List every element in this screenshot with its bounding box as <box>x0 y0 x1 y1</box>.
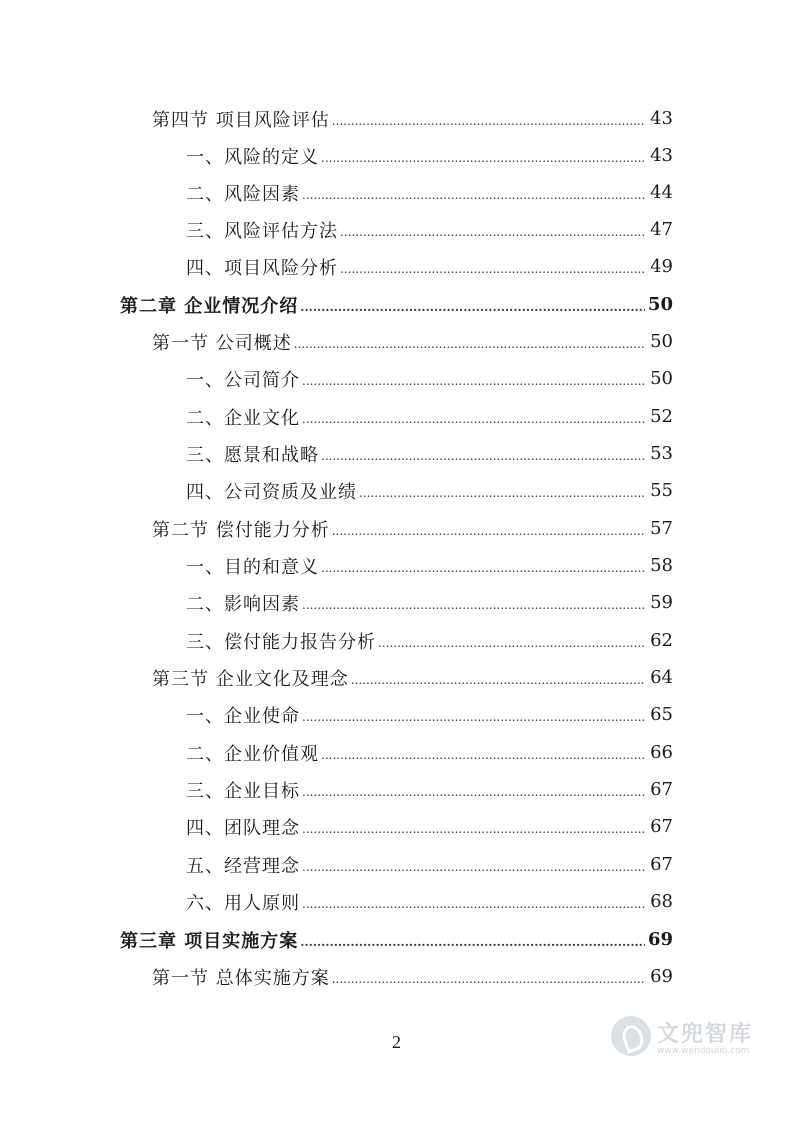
watermark-name: 文兜智库 <box>656 1021 753 1047</box>
toc-entry-title: 三、愿景和战略 <box>186 444 319 466</box>
leader-dots <box>302 892 645 914</box>
toc-entry-title: 四、项目风险分析 <box>186 257 338 279</box>
leader-dots <box>302 817 645 839</box>
toc-entry-title: 第一节 总体实施方案 <box>152 967 330 989</box>
toc-entry-title: 第三节 企业文化及理念 <box>152 668 349 690</box>
leader-dots <box>351 668 645 690</box>
leader-dots <box>294 332 645 354</box>
toc-entry[interactable] <box>186 771 673 808</box>
leader-dots <box>340 220 645 242</box>
leader-dots <box>321 556 645 578</box>
toc-entry-title: 一、企业使命 <box>186 705 300 727</box>
toc-entry[interactable] <box>186 398 673 435</box>
toc-entry-title: 第四节 项目风险评估 <box>152 109 330 131</box>
toc-entry[interactable] <box>186 360 673 397</box>
toc-entry[interactable] <box>186 248 673 285</box>
toc-entry-page: 69 <box>650 966 673 987</box>
toc-entry-page: 58 <box>650 555 673 576</box>
toc-entry[interactable] <box>186 137 673 174</box>
toc-entry-title: 三、企业目标 <box>186 780 300 802</box>
leader-dots <box>302 780 645 802</box>
toc-entry-title: 二、风险因素 <box>186 183 300 205</box>
toc-entry-title: 二、影响因素 <box>186 593 300 615</box>
toc-entry-page: 65 <box>650 704 673 725</box>
toc-entry[interactable] <box>152 510 673 547</box>
toc-entry[interactable] <box>186 622 673 659</box>
toc-entry-page: 59 <box>650 592 673 613</box>
toc-entry[interactable] <box>152 958 673 995</box>
watermark <box>611 1016 753 1056</box>
leader-dots <box>300 930 645 952</box>
leader-dots <box>321 146 645 168</box>
toc-entry-title: 一、公司简介 <box>186 369 300 391</box>
toc-entry-page: 44 <box>650 182 673 203</box>
toc-entry-page: 57 <box>650 518 673 539</box>
toc-entry-page: 55 <box>650 480 673 501</box>
toc-entry[interactable] <box>186 808 673 845</box>
toc-entry-page: 47 <box>650 219 673 240</box>
leader-dots <box>378 631 645 653</box>
toc-entry[interactable] <box>186 174 673 211</box>
toc-entry-page: 64 <box>650 667 673 688</box>
toc-entry-page: 67 <box>650 779 673 800</box>
toc-entry-page: 67 <box>650 816 673 837</box>
leader-dots <box>302 369 645 391</box>
leader-dots <box>300 295 645 317</box>
toc-entry[interactable] <box>186 584 673 621</box>
toc-entry-title: 第二节 偿付能力分析 <box>152 519 330 541</box>
toc-entry-page: 68 <box>650 891 673 912</box>
toc-entry-page: 50 <box>650 331 673 352</box>
leader-dots <box>302 183 645 205</box>
watermark-logo-icon <box>611 1016 651 1056</box>
toc-entry-page: 69 <box>647 929 673 950</box>
toc-entry-chapter[interactable] <box>120 921 673 958</box>
watermark-url: www.wendoulib.com <box>656 1045 750 1056</box>
toc-entry[interactable] <box>186 547 673 584</box>
leader-dots <box>302 407 645 429</box>
toc-entry-title: 一、目的和意义 <box>186 556 319 578</box>
page-number: 2 <box>392 1032 401 1052</box>
toc-entry-title: 第一节 公司概述 <box>152 332 292 354</box>
toc-entry-page: 50 <box>647 294 673 315</box>
toc-entry-title: 三、偿付能力报告分析 <box>186 631 376 653</box>
toc-entry-title: 四、公司资质及业绩 <box>186 481 357 503</box>
toc-entry[interactable] <box>186 883 673 920</box>
toc-entry[interactable] <box>186 734 673 771</box>
toc-entry-title: 六、用人原则 <box>186 892 300 914</box>
toc-entry-page: 67 <box>650 854 673 875</box>
leader-dots <box>302 705 645 727</box>
toc-entry-page: 43 <box>650 108 673 129</box>
toc-entry-chapter[interactable] <box>120 286 673 323</box>
toc-entry-title: 三、风险评估方法 <box>186 220 338 242</box>
toc-entry-title: 二、企业文化 <box>186 407 300 429</box>
toc-entry-title: 第二章 企业情况介绍 <box>120 295 299 317</box>
toc-entry[interactable] <box>152 659 673 696</box>
toc-entry[interactable] <box>186 696 673 733</box>
toc-entry[interactable] <box>186 211 673 248</box>
toc-entry-page: 52 <box>650 406 673 427</box>
leader-dots <box>302 593 645 615</box>
toc-entry-page: 53 <box>650 443 673 464</box>
leader-dots <box>332 109 645 131</box>
toc-entry[interactable] <box>152 323 673 360</box>
toc-entry[interactable] <box>186 472 673 509</box>
leader-dots <box>321 444 645 466</box>
leader-dots <box>321 743 645 765</box>
toc-entry-page: 49 <box>650 256 673 277</box>
toc-entry-title: 二、企业价值观 <box>186 743 319 765</box>
leader-dots <box>332 967 645 989</box>
toc-entry-title: 五、经营理念 <box>186 855 300 877</box>
leader-dots <box>302 855 645 877</box>
leader-dots <box>340 257 645 279</box>
toc-entry-title: 一、风险的定义 <box>186 146 319 168</box>
toc-entry[interactable] <box>152 100 673 137</box>
toc-entry-title: 第三章 项目实施方案 <box>120 930 299 952</box>
toc-entry[interactable] <box>186 846 673 883</box>
leader-dots <box>332 519 645 541</box>
toc-entry[interactable] <box>186 435 673 472</box>
toc-entry-title: 四、团队理念 <box>186 817 300 839</box>
toc-entry-page: 50 <box>650 368 673 389</box>
toc-entry-page: 43 <box>650 145 673 166</box>
leader-dots <box>359 481 645 503</box>
toc-entry-page: 66 <box>650 742 673 763</box>
toc-entry-page: 62 <box>650 630 673 651</box>
